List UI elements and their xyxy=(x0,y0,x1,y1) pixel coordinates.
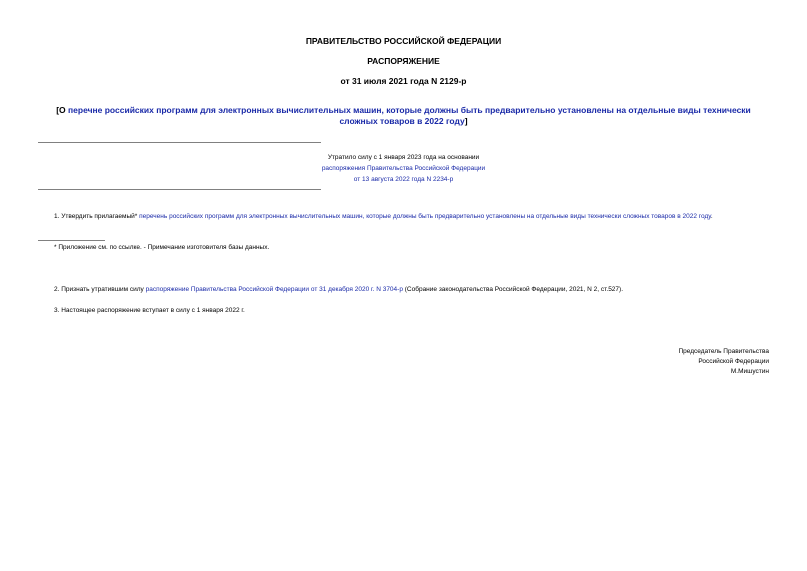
title-close-bracket: ] xyxy=(464,116,468,126)
paragraph-2-link[interactable]: распоряжение Правительства Российской Федерации от 31 декабря 2020 г. N 3704-р xyxy=(145,286,403,293)
paragraph-1 xyxy=(38,212,785,223)
paragraph-2 xyxy=(38,285,785,296)
paragraph-3: 3. Настоящее распоряжение вступает в силу с 1 января 2022 г. xyxy=(54,307,245,314)
lost-force-link-line1[interactable]: распоряжения Правительства Российской Федерации xyxy=(321,165,486,172)
signature-name: М.Мишустин xyxy=(730,368,769,375)
paragraph-1-link[interactable]: перечень российских программ для электронных вычислительных машин, которые должны быть предварительно установлены на отдельные виды технически сложных товаров в 2022 году xyxy=(139,213,711,220)
lost-force-link-line2[interactable]: от 13 августа 2022 года N 2234-р xyxy=(353,176,454,183)
document-title xyxy=(38,105,769,127)
signature-position: Председатель Правительства xyxy=(678,348,769,355)
document-date-number: от 31 июля 2021 года N 2129-р xyxy=(340,76,467,86)
paragraph-1-prefix: 1. Утвердить прилагаемый* xyxy=(54,213,140,220)
title-link[interactable]: перечне российских программ для электронных вычислительных машин, которые должны быть предварительно установлены на отдельные виды технически сложных товаров в 2022 году xyxy=(68,105,751,126)
lost-force-top-rule xyxy=(38,142,321,143)
paragraph-1-suffix: . xyxy=(710,213,713,220)
government-heading: ПРАВИТЕЛЬСТВО РОССИЙСКОЙ ФЕДЕРАЦИИ xyxy=(305,36,502,46)
paragraph-2-suffix: (Собрание законодательства Российской Федерации, 2021, N 2, ст.527). xyxy=(402,286,624,293)
title-open-bracket: [О xyxy=(56,105,69,115)
footnote: * Приложение см. по ссылке. - Примечание изготовителя базы данных. xyxy=(54,244,270,251)
lost-force-bottom-rule xyxy=(38,189,321,190)
signature-organization: Российской Федерации xyxy=(698,358,769,365)
lost-force-note: Утратило силу с 1 января 2023 года на основании xyxy=(327,154,480,161)
paragraph-2-prefix: 2. Признать утратившим силу xyxy=(54,286,146,293)
footnote-rule xyxy=(38,240,105,241)
document-type-heading: РАСПОРЯЖЕНИЕ xyxy=(367,56,440,66)
